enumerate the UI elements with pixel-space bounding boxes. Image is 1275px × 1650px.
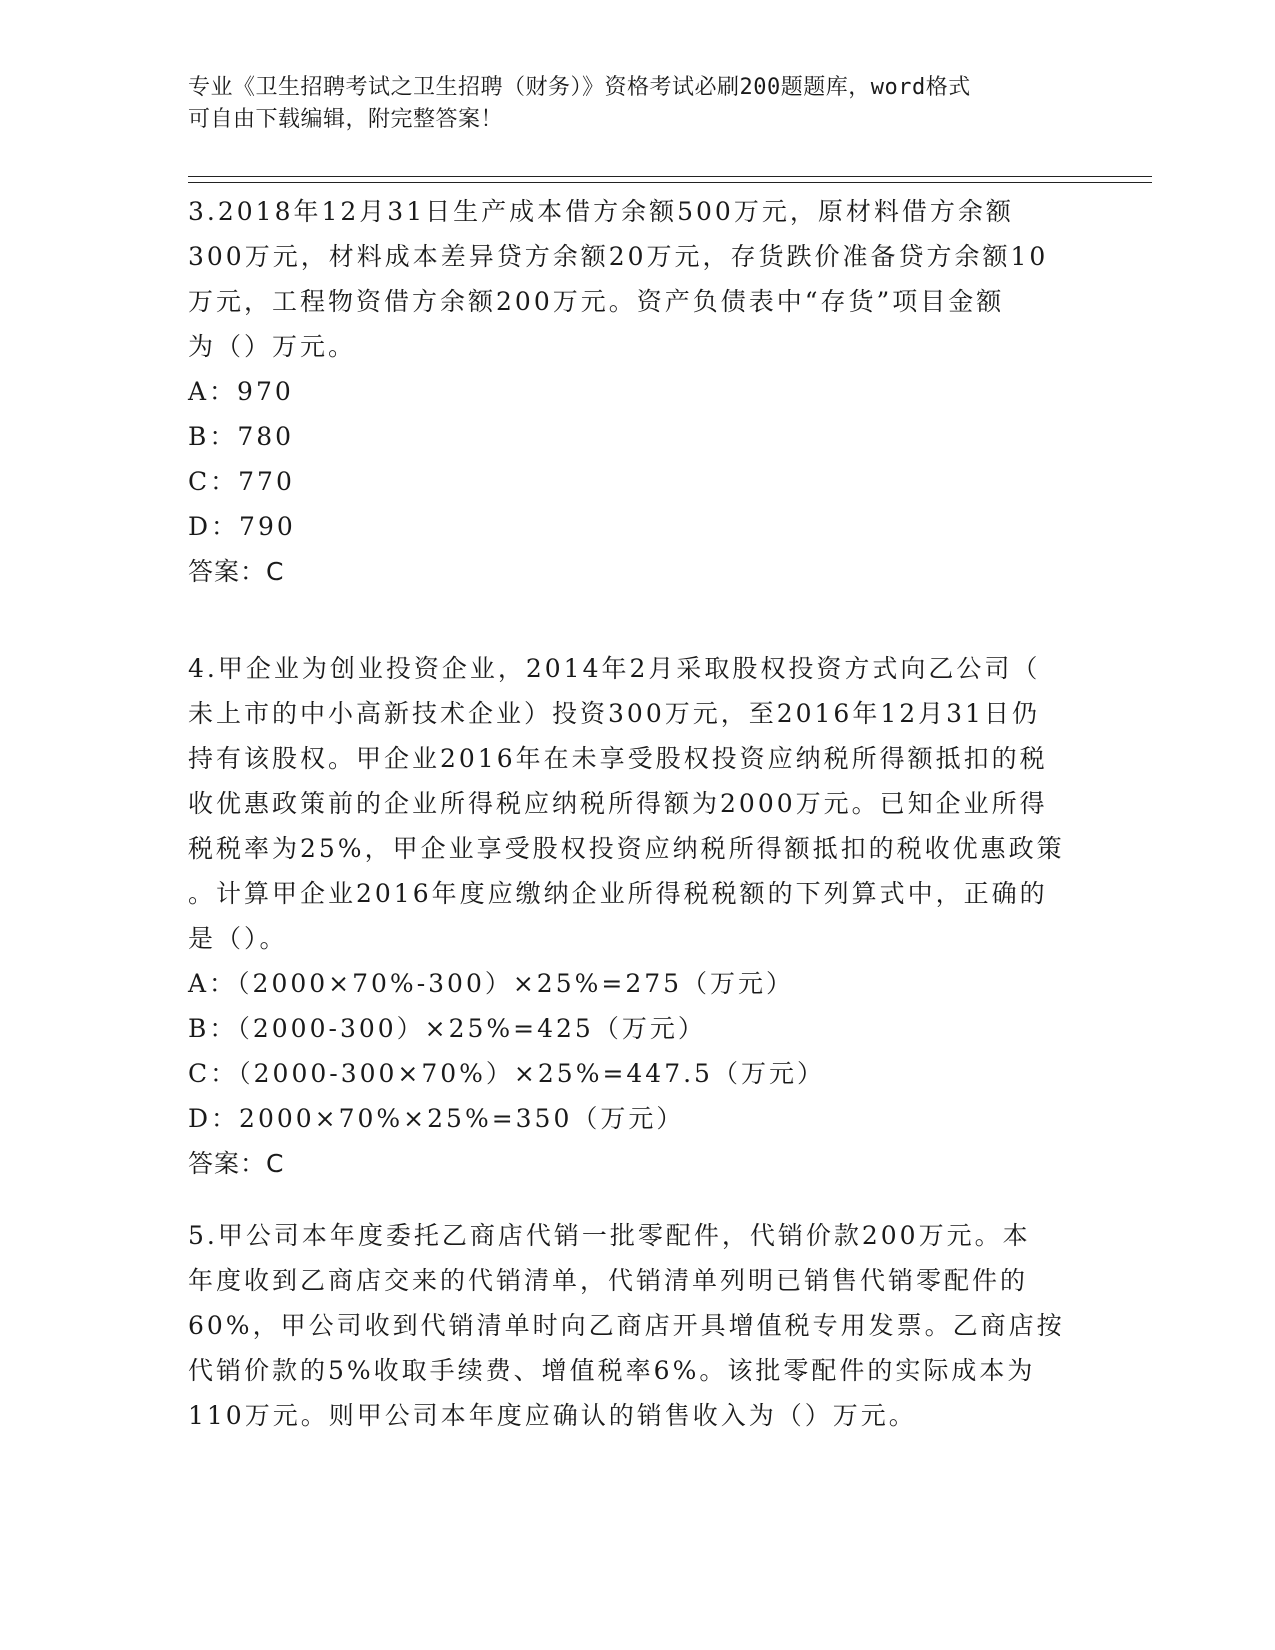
- question-text-line: 税税率为25%，甲企业享受股权投资应纳税所得额抵扣的税收优惠政策: [188, 834, 1065, 863]
- question-5: [188, 1213, 1098, 1438]
- question-4: [188, 646, 1098, 1186]
- question-text-line: 3.2018年12月31日生产成本借方余额500万元，原材料借方余额: [188, 197, 1014, 226]
- question-text-line: 110万元。则甲公司本年度应确认的销售收入为（）万元。: [188, 1401, 917, 1430]
- question-text-line: 4.甲企业为创业投资企业，2014年2月采取股权投资方式向乙公司（: [188, 654, 1041, 683]
- option-b: B：（2000-300）×25%=425（万元）: [188, 1014, 706, 1043]
- option-b: B：780: [188, 422, 295, 451]
- header-line-1: 专业《卫生招聘考试之卫生招聘（财务）》资格考试必刷200题题库，word格式: [188, 75, 971, 100]
- option-d: D：2000×70%×25%=350（万元）: [188, 1104, 685, 1133]
- answer-label: 答案：C: [188, 1149, 285, 1178]
- option-c: C：770: [188, 467, 295, 496]
- question-text-line: 5.甲公司本年度委托乙商店代销一批零配件，代销价款200万元。本: [188, 1221, 1031, 1250]
- header-divider-bottom: [188, 182, 1152, 183]
- option-d: D：790: [188, 512, 296, 541]
- question-3: [188, 189, 1098, 594]
- question-text-line: 持有该股权。甲企业2016年在未享受股权投资应纳税所得额抵扣的税: [188, 744, 1048, 773]
- option-a: A：970: [188, 377, 294, 406]
- header-line-2: 可自由下载编辑，附完整答案！: [188, 107, 504, 132]
- option-a: A：（2000×70%-300）×25%=275（万元）: [188, 969, 795, 998]
- question-text-line: 300万元，材料成本差异贷方余额20万元，存货跌价准备贷方余额10: [188, 242, 1049, 271]
- question-text-line: 。计算甲企业2016年度应缴纳企业所得税税额的下列算式中，正确的: [188, 879, 1048, 908]
- question-text-line: 万元，工程物资借方余额200万元。资产负债表中“存货”项目金额: [188, 287, 1005, 316]
- answer-label: 答案：C: [188, 557, 285, 586]
- option-c: C：（2000-300×70%）×25%=447.5（万元）: [188, 1059, 825, 1088]
- question-text-line: 代销价款的5%收取手续费、增值税率6%。该批零配件的实际成本为: [188, 1356, 1036, 1385]
- question-text-line: 未上市的中小高新技术企业）投资300万元，至2016年12月31日仍: [188, 699, 1040, 728]
- question-text-line: 为（）万元。: [188, 332, 357, 361]
- question-text-line: 60%，甲公司收到代销清单时向乙商店开具增值税专用发票。乙商店按: [188, 1311, 1065, 1340]
- question-text-line: 是（）。: [188, 924, 288, 953]
- document-header: [188, 72, 1068, 136]
- question-text-line: 年度收到乙商店交来的代销清单，代销清单列明已销售代销零配件的: [188, 1266, 1029, 1295]
- question-text-line: 收优惠政策前的企业所得税应纳税所得额为2000万元。已知企业所得: [188, 789, 1048, 818]
- header-divider-top: [188, 176, 1152, 177]
